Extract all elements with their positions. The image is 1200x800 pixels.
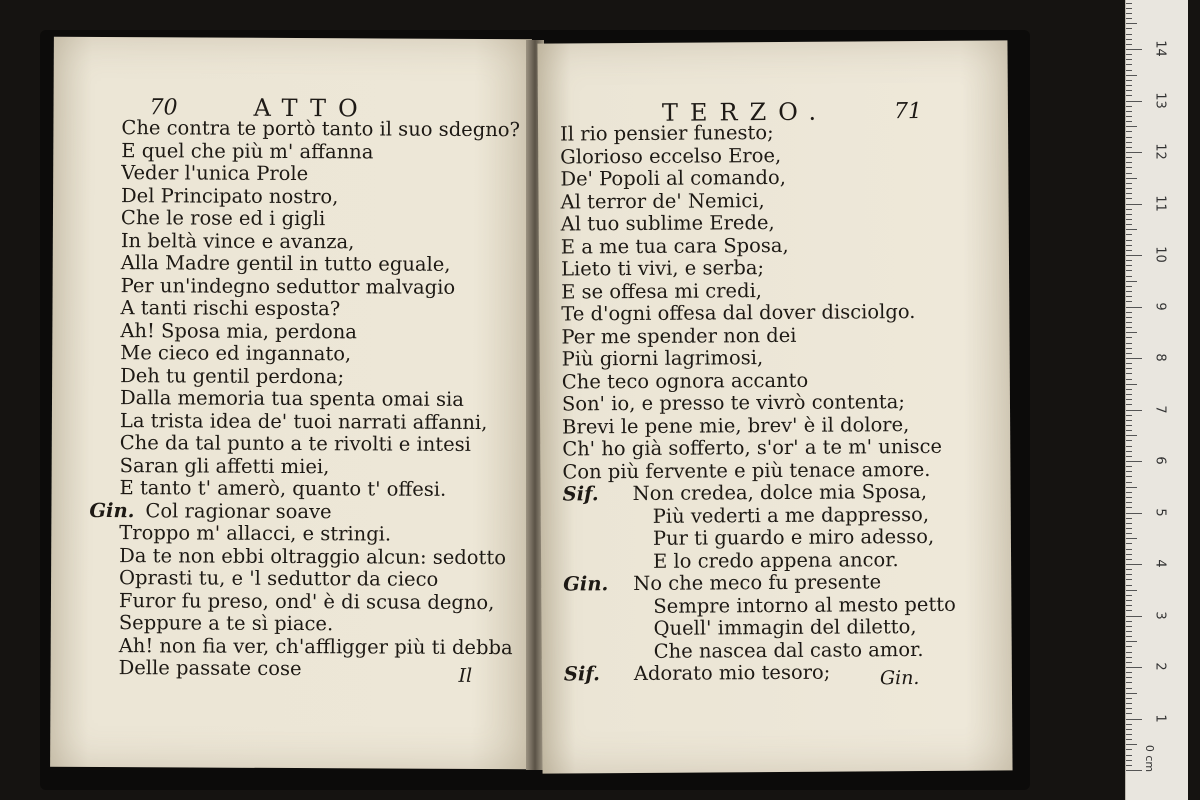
- ruler-tick: [1126, 245, 1132, 246]
- ruler-tick: [1126, 569, 1132, 570]
- verse-text: Che da tal punto a te rivolti e intesi: [119, 431, 472, 456]
- ruler-tick: [1126, 410, 1142, 411]
- ruler-tick: [1126, 585, 1132, 586]
- measuring-ruler: [1125, 0, 1188, 800]
- verse-text: Per un'indegno seduttor malvagio: [120, 273, 456, 299]
- ruler-number: 11: [1152, 194, 1168, 212]
- ruler-tick: [1126, 70, 1132, 71]
- ruler-tick: [1126, 415, 1132, 416]
- verse-line: [121, 252, 520, 277]
- ruler-tick: [1126, 755, 1132, 756]
- ruler-tick: [1126, 348, 1132, 349]
- ruler-tick: [1126, 384, 1137, 385]
- ruler-tick: [1126, 193, 1132, 194]
- ruler-tick: [1126, 157, 1132, 158]
- ruler-tick: [1126, 286, 1132, 287]
- verse-text: E tanto t' amerò, quanto t' offesi.: [119, 476, 447, 501]
- verse-text: Che le rose ed i gigli: [120, 206, 326, 231]
- ruler-tick: [1126, 260, 1132, 261]
- ruler-tick: [1126, 389, 1132, 390]
- verse-line: [119, 657, 518, 682]
- speaker-label: Gin.: [563, 572, 609, 596]
- right-page-number: 71: [893, 98, 923, 125]
- ruler-tick: [1126, 137, 1132, 138]
- ruler-tick: [1126, 693, 1137, 694]
- ruler-tick: [1126, 600, 1132, 601]
- verse-text: Te d'ogni offesa dal dover disciolgo.: [561, 300, 916, 326]
- ruler-tick: [1126, 373, 1132, 374]
- verse-text: De' Popoli al comando,: [560, 165, 787, 191]
- verse-line: [121, 117, 520, 142]
- ruler-tick: [1126, 152, 1142, 153]
- ruler-tick: [1126, 590, 1137, 591]
- ruler-number: 1: [1152, 713, 1168, 723]
- ruler-tick: [1126, 301, 1132, 302]
- ruler-tick: [1126, 307, 1142, 308]
- ruler-number: 13: [1152, 91, 1168, 109]
- verse-line: [560, 188, 953, 213]
- ruler-tick: [1126, 142, 1132, 143]
- ruler-tick: [1126, 39, 1132, 40]
- right-page-text: [560, 121, 956, 686]
- ruler-tick: [1126, 564, 1142, 565]
- ruler-tick: [1126, 502, 1132, 503]
- ruler-number: 5: [1152, 507, 1168, 517]
- ruler-tick: [1126, 101, 1142, 102]
- ruler-tick: [1126, 451, 1132, 452]
- ruler-tick: [1126, 162, 1132, 163]
- ruler-tick: [1126, 116, 1132, 117]
- verse-line: [121, 162, 520, 187]
- ruler-tick: [1126, 240, 1132, 241]
- ruler-tick: [1126, 507, 1132, 508]
- verse-line: [121, 207, 520, 232]
- ruler-tick: [1126, 760, 1132, 761]
- ruler-tick: [1126, 126, 1137, 127]
- verse-line: [562, 346, 955, 371]
- ruler-tick: [1126, 518, 1132, 519]
- left-page: [50, 37, 532, 769]
- ruler-tick: [1126, 327, 1132, 328]
- ruler-number: 12: [1152, 143, 1168, 160]
- ruler-tick: [1126, 270, 1132, 271]
- ruler-tick: [1126, 672, 1132, 673]
- ruler-tick: [1126, 379, 1132, 380]
- ruler-tick: [1126, 173, 1132, 174]
- ruler-tick: [1126, 657, 1132, 658]
- verse-text: E quel che più m' affanna: [121, 138, 374, 163]
- ruler-tick: [1126, 85, 1132, 86]
- ruler-tick: [1126, 265, 1132, 266]
- verse-text: Delle passate cose: [118, 656, 302, 681]
- ruler-number: 4: [1152, 559, 1168, 568]
- ruler-tick: [1126, 3, 1132, 4]
- ruler-tick: [1126, 528, 1132, 529]
- ruler-tick: [1126, 337, 1132, 338]
- ruler-tick: [1126, 708, 1132, 709]
- speaker-label: [564, 640, 634, 663]
- ruler-tick: [1126, 595, 1132, 596]
- ruler-tick: [1126, 744, 1137, 745]
- verse-text: Quell' immagin del diletto,: [653, 615, 917, 640]
- ruler-tick: [1126, 404, 1132, 405]
- verse-text: Son' io, e presso te vivrò contenta;: [561, 390, 905, 416]
- ruler-tick: [1126, 95, 1132, 96]
- ruler-tick: [1126, 662, 1132, 663]
- ruler-tick: [1126, 440, 1132, 441]
- ruler-tick: [1126, 430, 1132, 431]
- ruler-tick: [1126, 8, 1132, 9]
- ruler-tick: [1126, 461, 1142, 462]
- verse-line: [119, 522, 518, 547]
- ruler-number: 10: [1152, 246, 1168, 263]
- ruler-tick: [1126, 698, 1132, 699]
- verse-text: E lo credo appena ancor.: [652, 547, 899, 573]
- verse-text: Non credea, dolce mia Sposa,: [632, 479, 928, 505]
- ruler-tick: [1126, 487, 1137, 488]
- verse-line: [561, 323, 954, 348]
- ruler-unit-label: 0 cm: [1143, 744, 1157, 773]
- ruler-tick: [1126, 90, 1132, 91]
- verse-text: Che teco ognora accanto: [561, 368, 809, 393]
- ruler-tick: [1126, 343, 1132, 344]
- ruler-tick: [1126, 646, 1132, 647]
- ruler-tick: [1126, 312, 1132, 313]
- verse-text: Più vederti a me dappresso,: [652, 502, 930, 528]
- ruler-tick: [1126, 363, 1132, 364]
- ruler-tick: [1126, 106, 1132, 107]
- speaker-label: [563, 550, 633, 573]
- ruler-tick: [1126, 713, 1132, 714]
- ruler-tick: [1126, 765, 1132, 766]
- ruler-tick: [1126, 234, 1132, 235]
- ruler-tick: [1126, 49, 1142, 50]
- ruler-tick: [1126, 667, 1142, 668]
- ruler-number: 3: [1152, 610, 1168, 620]
- verse-line: [120, 297, 519, 322]
- ruler-tick: [1126, 28, 1132, 29]
- ruler-tick: [1126, 353, 1132, 354]
- speaker-label: [563, 595, 633, 618]
- ruler-tick: [1126, 111, 1132, 112]
- verse-text: Ah! Sposa mia, perdona: [120, 318, 358, 343]
- verse-text: Del Principato nostro,: [121, 183, 339, 208]
- ruler-tick: [1126, 219, 1132, 220]
- ruler-tick: [1126, 44, 1132, 45]
- ruler-tick: [1126, 229, 1137, 230]
- verse-text: E se offesa mi credi,: [561, 278, 763, 303]
- ruler-tick: [1126, 59, 1132, 60]
- ruler-tick: [1126, 64, 1132, 65]
- verse-text: Col ragionar soave: [145, 498, 332, 523]
- right-catchword: Gin.: [879, 666, 920, 690]
- verse-line: [120, 342, 519, 367]
- ruler-tick: [1126, 317, 1132, 318]
- verse-line: [561, 211, 954, 236]
- ruler-tick: [1126, 147, 1132, 148]
- verse-text: Per me spender non dei: [561, 323, 797, 348]
- verse-text: Saran gli affetti miei,: [119, 453, 330, 478]
- ruler-tick: [1126, 420, 1132, 421]
- ruler-tick: [1126, 471, 1132, 472]
- verse-text: Che contra te portò tanto il suo sdegno?: [121, 116, 521, 142]
- ruler-tick: [1126, 18, 1132, 19]
- ruler-tick: [1126, 641, 1137, 642]
- ruler-tick: [1126, 626, 1132, 627]
- ruler-tick: [1126, 23, 1137, 24]
- ruler-tick: [1126, 80, 1132, 81]
- ruler-tick: [1126, 435, 1137, 436]
- ruler-tick: [1126, 610, 1132, 611]
- ruler-tick: [1126, 198, 1132, 199]
- ruler-number: 6: [1152, 456, 1168, 465]
- ruler-tick: [1126, 492, 1132, 493]
- ruler-tick: [1126, 549, 1132, 550]
- ruler-tick: [1126, 719, 1142, 720]
- ruler-tick: [1126, 770, 1142, 771]
- ruler-tick: [1126, 183, 1132, 184]
- ruler-tick: [1126, 54, 1132, 55]
- ruler-tick: [1126, 636, 1132, 637]
- ruler-tick: [1126, 482, 1132, 483]
- ruler-tick: [1126, 513, 1142, 514]
- ruler-number: 7: [1152, 404, 1168, 414]
- verse-text: Pur ti guardo e miro adesso,: [652, 524, 935, 550]
- verse-text: In beltà vince e avanza,: [120, 228, 355, 253]
- verse-text: Glorioso eccelso Eroe,: [560, 143, 782, 168]
- ruler-tick: [1126, 204, 1142, 205]
- ruler-tick: [1126, 523, 1132, 524]
- verse-text: Da te non ebbi oltraggio alcun: sedotto: [119, 543, 507, 569]
- speaker-label: [563, 618, 633, 641]
- ruler-tick: [1126, 677, 1132, 678]
- verse-line: [119, 612, 518, 637]
- ruler-tick: [1126, 476, 1132, 477]
- verse-text: Ch' ho già sofferto, s'or' a te m' unisce: [562, 434, 943, 461]
- verse-text: Brevi le pene mie, brev' è il dolore,: [562, 412, 910, 438]
- ruler-tick: [1126, 394, 1132, 395]
- speaker-label: [563, 528, 633, 551]
- verse-text: Lieto ti vivi, e serba;: [560, 256, 765, 281]
- verse-line: [560, 121, 953, 146]
- ruler-tick: [1126, 456, 1132, 457]
- ruler-tick: [1126, 214, 1132, 215]
- verse-text: No che meco fu presente: [633, 570, 882, 595]
- verse-line: [120, 432, 519, 457]
- ruler-tick: [1126, 446, 1132, 447]
- speaker-label: Gin.: [89, 498, 135, 522]
- verse-text: A tanti rischi esposta?: [120, 296, 341, 321]
- verse-line: [119, 477, 518, 502]
- ruler-tick: [1126, 749, 1132, 750]
- ruler-tick: [1126, 533, 1132, 534]
- verse-text: Troppo m' allacci, e stringi.: [119, 521, 392, 546]
- verse-line: [563, 548, 956, 573]
- ruler-tick: [1126, 281, 1137, 282]
- ruler-tick: [1126, 167, 1132, 168]
- verse-line: [560, 143, 953, 168]
- verse-text: La trista idea de' tuoi narrati affanni,: [119, 408, 488, 434]
- ruler-tick: [1126, 466, 1132, 467]
- right-page: [537, 40, 1012, 773]
- ruler-tick: [1126, 209, 1132, 210]
- ruler-tick: [1126, 497, 1132, 498]
- verse-text: Al tuo sublime Erede,: [560, 210, 775, 236]
- verse-line: [561, 256, 954, 281]
- verse-text: Adorato mio tesoro;: [633, 660, 831, 685]
- left-page-number: 70: [149, 95, 178, 121]
- ruler-tick: [1126, 621, 1132, 622]
- speaker-label: [563, 505, 633, 528]
- left-page-text: [89, 116, 521, 682]
- ruler-tick: [1126, 291, 1132, 292]
- verse-line: [564, 638, 957, 663]
- left-catchword: Il: [458, 664, 473, 687]
- verse-text: Furor fu preso, ond' è di scusa degno,: [118, 588, 495, 614]
- verse-line: [119, 567, 518, 592]
- ruler-tick: [1126, 616, 1142, 617]
- ruler-tick: [1126, 34, 1132, 35]
- ruler-tick: [1126, 224, 1132, 225]
- ruler-tick: [1126, 425, 1132, 426]
- verse-line: [120, 387, 519, 412]
- ruler-tick: [1126, 543, 1132, 544]
- ruler-tick: [1126, 332, 1137, 333]
- ruler-tick: [1126, 739, 1132, 740]
- ruler-tick: [1126, 724, 1132, 725]
- ruler-tick: [1126, 322, 1132, 323]
- ruler-tick: [1126, 605, 1132, 606]
- ruler-tick: [1126, 554, 1132, 555]
- ruler-tick: [1126, 178, 1137, 179]
- verse-line: [561, 233, 954, 258]
- ruler-tick: [1126, 734, 1132, 735]
- verse-text: Con più fervente e più tenace amore.: [562, 457, 931, 483]
- verse-text: Più giorni lagrimosi,: [561, 346, 764, 371]
- verse-text: Sempre intorno al mesto petto: [653, 592, 956, 618]
- verse-text: Ah! non fia ver, ch'affligger più ti debba: [118, 633, 513, 659]
- verse-text: Seppure a te sì piace.: [118, 611, 334, 636]
- ruler-tick: [1126, 358, 1142, 359]
- ruler-tick: [1126, 368, 1132, 369]
- ruler-tick: [1126, 703, 1132, 704]
- verse-line: [561, 301, 954, 326]
- ruler-number: 14: [1152, 40, 1168, 57]
- ruler-tick: [1126, 131, 1132, 132]
- right-running-head: TERZO.: [661, 97, 829, 127]
- ruler-tick: [1126, 296, 1132, 297]
- verse-text: E a me tua cara Sposa,: [560, 233, 789, 258]
- ruler-tick: [1126, 188, 1132, 189]
- ruler-tick: [1126, 652, 1132, 653]
- verse-text: Il rio pensier funesto;: [560, 121, 774, 146]
- verse-text: Veder l'unica Prole: [121, 161, 309, 186]
- ruler-tick: [1126, 75, 1137, 76]
- ruler-number: 8: [1152, 353, 1168, 362]
- verse-text: Che nascea dal casto amor.: [653, 637, 924, 663]
- ruler-tick: [1126, 688, 1132, 689]
- speaker-label: Sif.: [562, 482, 599, 506]
- verse-text: Oprasti tu, e 'l seduttor da cieco: [119, 566, 439, 591]
- ruler-tick: [1126, 631, 1132, 632]
- verse-text: Dalla memoria tua spenta omai sia: [119, 386, 464, 411]
- left-running-head: ATTO: [253, 93, 370, 123]
- verse-text: Alla Madre gentil in tutto eguale,: [120, 251, 451, 276]
- ruler-tick: [1126, 13, 1132, 14]
- ruler-tick: [1126, 729, 1132, 730]
- verse-text: Al terror de' Nemici,: [560, 188, 765, 213]
- ruler-tick: [1126, 538, 1137, 539]
- verse-text: Me cieco ed ingannato,: [120, 341, 352, 366]
- verse-text: Deh tu gentil perdona;: [120, 363, 345, 388]
- ruler-tick: [1126, 250, 1132, 251]
- verse-line: [560, 166, 953, 191]
- ruler-tick: [1126, 121, 1132, 122]
- ruler-tick: [1126, 559, 1132, 560]
- ruler-number: 2: [1152, 662, 1168, 671]
- speaker-label: Sif.: [563, 662, 600, 686]
- ruler-tick: [1126, 574, 1132, 575]
- ruler-tick: [1126, 579, 1132, 580]
- ruler-tick: [1126, 255, 1142, 256]
- ruler-number: 9: [1152, 301, 1168, 311]
- ruler-tick: [1126, 276, 1132, 277]
- ruler-tick: [1126, 399, 1132, 400]
- ruler-tick: [1126, 682, 1132, 683]
